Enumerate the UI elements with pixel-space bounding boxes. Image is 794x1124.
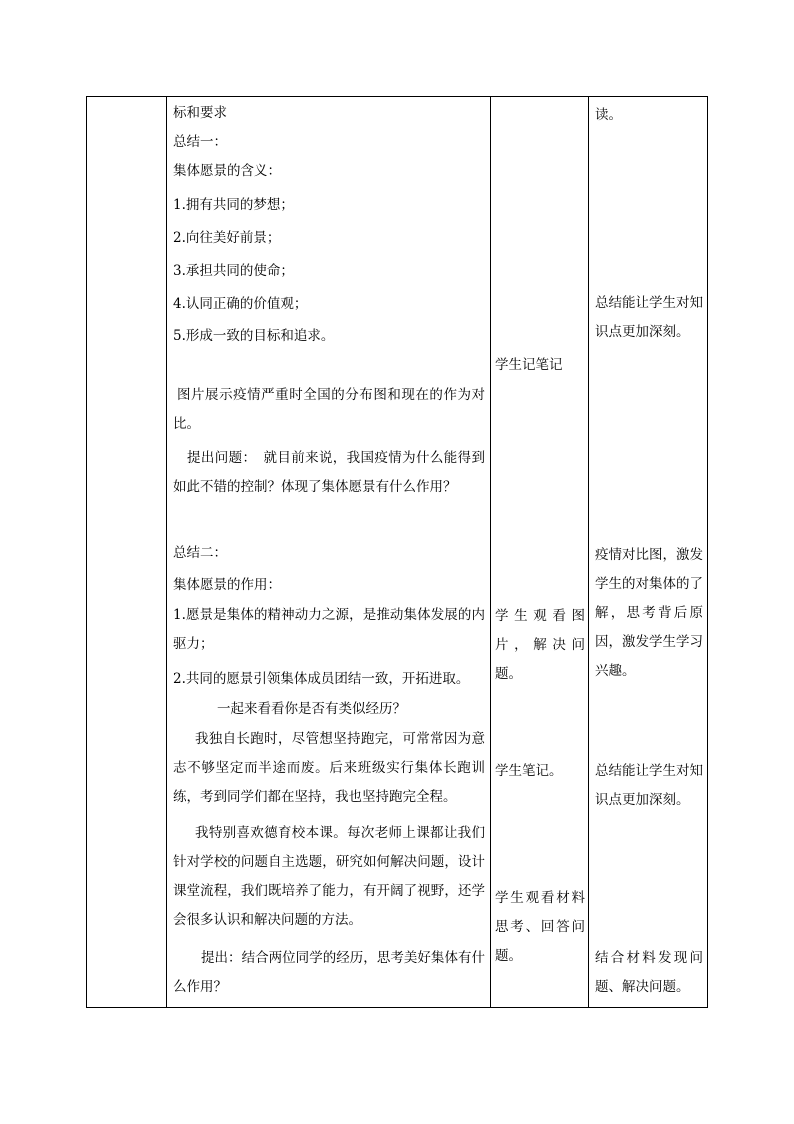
content-line: 4.认同正确的价值观； [173,296,308,312]
content-line: 1.拥有共同的梦想； [173,197,294,213]
intent-combine: 结合材料发现问题、解决问题。 [595,950,703,995]
content-line: 3.承担共同的使命； [173,263,294,279]
intent-compare: 疫情对比图，激发学生的对集体的了解，思考背后原因，激发学生学习兴趣。 [595,547,703,679]
summary-2-subtitle: 集体愿景的作用： [173,577,281,593]
column-divider-2 [490,97,491,1007]
content-line: 集体愿景的含义： [173,163,281,179]
intent-read: 读。 [595,107,622,123]
content-line: 标和要求 [173,105,227,121]
summary-2-item-1: 1.愿景是集体的精神动力之源，是推动集体发展的内驱力； [173,607,485,652]
content-line: 5.形成一致的目标和追求。 [173,328,335,344]
activity-notes-1: 学生记笔记 [495,357,563,373]
summary-2-item-2: 2.共同的愿景引领集体成员团结一致，开拓进取。 [173,671,470,687]
column-divider-1 [166,97,167,1007]
question-1: 提出问题： 就目前来说，我国疫情为什么能得到如此不错的控制？体现了集体愿景有什么作用？ [173,450,485,495]
activity-notes-2: 学生笔记。 [495,763,563,779]
story-1: 我独自长跑时，尽管想坚持跑完，可常常因为意志不够坚定而半途而废。后来班级实行集体长跑训练，考到同学们都在坚持，我也坚持跑完全程。 [173,731,485,805]
activity-watch: 学生观看图片，解决问题。 [495,608,585,682]
summary-2-title: 总结二： [173,545,227,561]
content-line: 总结一： [173,134,227,150]
content-line: 2.向往美好前景； [173,230,281,246]
column-divider-3 [588,97,589,1007]
picture-description: 图片展示疫情严重时全国的分布图和现在的作为对比。 [173,387,485,432]
experience-title: 一起来看看你是否有类似经历？ [217,701,406,717]
intent-summary-b: 总结能让学生对知识点更加深刻。 [595,763,703,808]
lesson-table [86,96,708,1008]
intent-summary-a: 总结能让学生对知识点更加深刻。 [595,295,703,340]
question-2: 提出：结合两位同学的经历，思考美好集体有什么作用？ [173,950,485,995]
story-2: 我特别喜欢德育校本课。每次老师上课都让我们针对学校的问题自主选题，研究如何解决问题，设计课堂流程，我们既培养了能力，有开阔了视野，还学会很多认识和解决问题的方法。 [173,825,485,928]
activity-material: 学生观看材料思考、回答问题。 [495,890,585,964]
